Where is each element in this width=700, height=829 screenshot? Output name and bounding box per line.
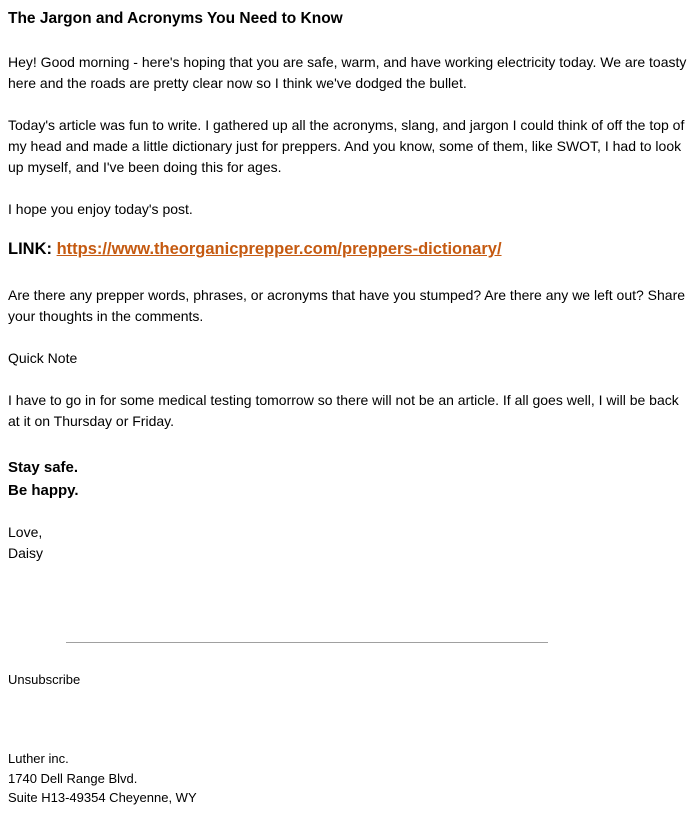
signoff xyxy=(8,456,79,502)
footer-divider xyxy=(66,642,548,643)
link-label: LINK: xyxy=(8,240,57,258)
signoff-line-stay-safe: Stay safe. xyxy=(8,459,79,476)
medical-note-paragraph: I have to go in for some medical testing tomorrow so there will not be an article. If all goes well, I will be back at it on Thursday or Friday. xyxy=(8,392,679,429)
greeting-paragraph: Hey! Good morning - here's hoping that you are safe, warm, and have working electricity today. We are toasty here and the roads are pretty clear now so I think we've dodged the bullet. xyxy=(8,54,687,91)
enjoy-paragraph: I hope you enjoy today's post. xyxy=(8,201,193,217)
address-suite-city: Suite H13-49354 Cheyenne, WY xyxy=(8,790,197,805)
article-link[interactable]: https://www.theorganicprepper.com/preppers-dictionary/ xyxy=(56,240,502,258)
article-paragraph: Today's article was fun to write. I gathered up all the acronyms, slang, and jargon I could think of off the top of my head and made a little dictionary just for preppers. And you know, some of them, like SWOT, I had to look up myself, and I've been doing this for ages. xyxy=(8,117,685,175)
closing-signature: Daisy xyxy=(8,545,44,561)
email-title: The Jargon and Acronyms You Need to Know xyxy=(8,10,343,27)
address-company: Luther inc. xyxy=(8,751,69,766)
unsubscribe-link[interactable]: Unsubscribe xyxy=(8,672,81,687)
article-link-line xyxy=(8,240,502,259)
question-paragraph: Are there any prepper words, phrases, or acronyms that have you stumped? Are there any we left out? Share your thoughts in the comments. xyxy=(8,287,686,324)
closing xyxy=(8,522,43,564)
closing-love: Love, xyxy=(8,524,43,540)
quick-note-heading: Quick Note xyxy=(8,350,78,366)
address-street: 1740 Dell Range Blvd. xyxy=(8,770,138,786)
signoff-line-be-happy: Be happy. xyxy=(8,482,79,499)
company-address xyxy=(8,749,197,808)
